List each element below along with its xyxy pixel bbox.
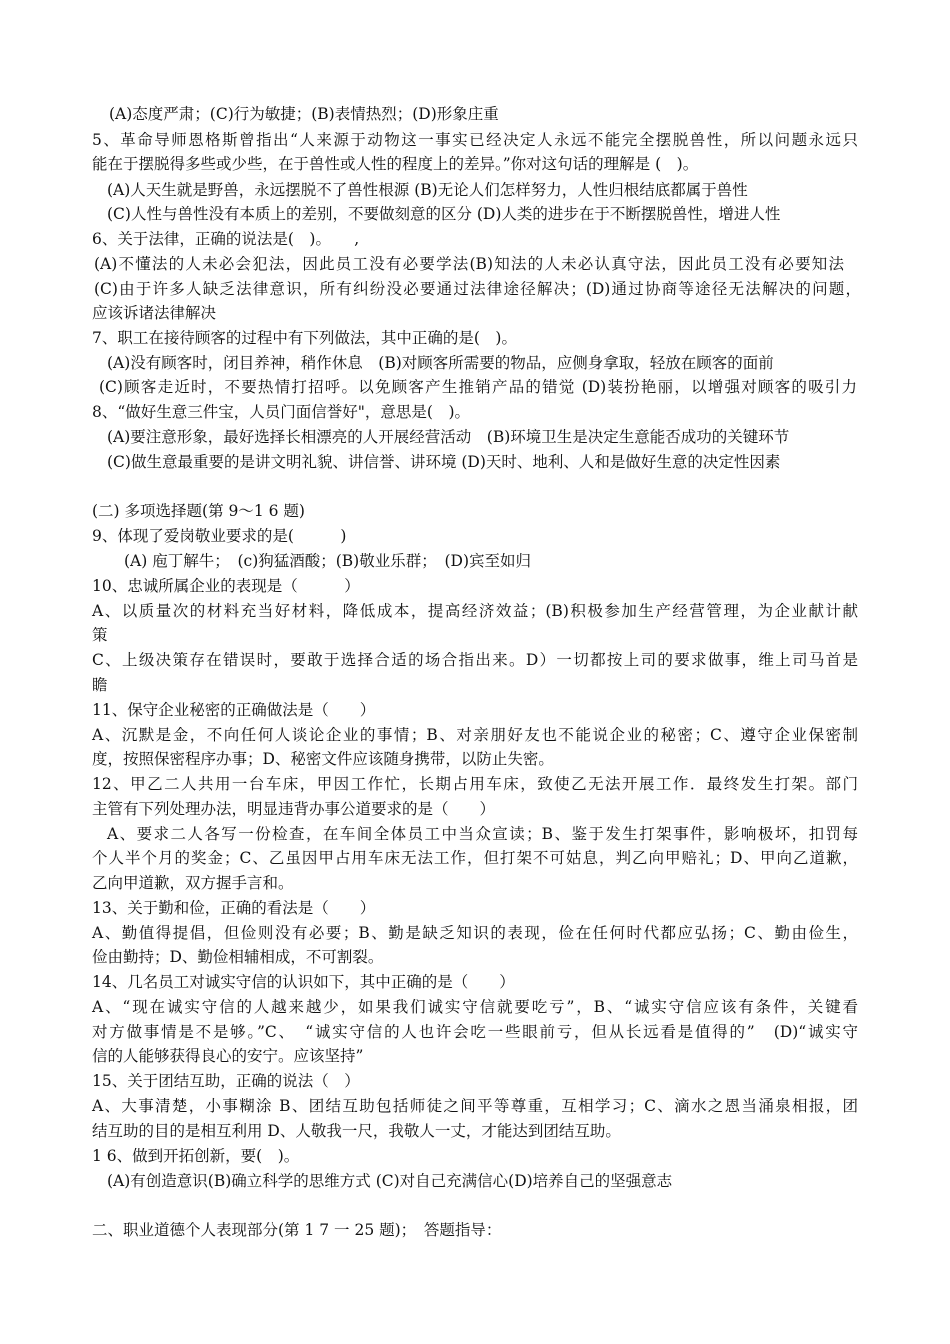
text-line: (C)做生意最重要的是讲文明礼貌、讲信誉、讲环境 (D)天时、地利、人和是做好生意的决定性因素 xyxy=(107,453,781,471)
text-line: (C)由于许多人缺乏法律意识，所有纠纷没必要通过法律途径解决；(D)通过协商等途径无法解决的问题， xyxy=(94,280,861,298)
text-line: (A)有创造意识(B)确立科学的思维方式 (C)对自己充满信心(D)培养自己的坚强意志 xyxy=(107,1172,673,1190)
text-line: A、大事清楚，小事糊涂 B、团结互助包括师徒之间平等尊重，互相学习；C、滴水之恩当涌泉相报，团 xyxy=(92,1097,858,1115)
text-line: 12、甲乙二人共用一台车床，甲因工作忙，长期占用车床，致使乙无法开展工作．最终发生打架。部门 xyxy=(92,775,858,793)
text-line: 结互助的目的是相互利用 D、人敬我一尺，我敬人一丈，才能达到团结互助。 xyxy=(92,1122,621,1140)
text-line: 策 xyxy=(92,626,108,644)
text-line: (A)态度严肃；(C)行为敏捷；(B)表情热烈；(D)形象庄重 xyxy=(109,105,499,123)
text-line: A、勤值得提倡，但俭则没有必要；B、勤是缺乏知识的表现，俭在任何时代都应弘扬；C、勤由俭生， xyxy=(92,924,858,942)
text-line: 信的人能够获得良心的安宁。应该坚持” xyxy=(92,1047,364,1065)
text-line: 14、几名员工对诚实守信的认识如下，其中正确的是（ ） xyxy=(92,973,515,991)
text-line: (C)人性与兽性没有本质上的差别，不要做刻意的区分 (D)人类的进步在于不断摆脱兽性，增进人性 xyxy=(107,205,781,223)
text-line: A、沉默是金，不向任何人谈论企业的事情；B、对亲朋好友也不能说企业的秘密；C、遵守企业保密制 xyxy=(92,726,858,744)
text-line: (A)要注意形象，最好选择长相漂亮的人开展经营活动 (B)环境卫生是决定生意能否成功的关键环节 xyxy=(107,428,790,446)
text-line: 15、关于团结互助，正确的说法（ ） xyxy=(92,1072,360,1090)
text-line: 应该诉诸法律解决 xyxy=(92,304,217,322)
section-heading: (二) 多项选择题(第 9～1 6 题) xyxy=(92,502,305,520)
text-line: 6、关于法律，正确的说法是( )。 , xyxy=(92,230,360,248)
text-line: 9、体现了爱岗敬业要求的是( ) xyxy=(92,527,347,545)
text-line: 俭由勤持；D、勤俭相辅相成，不可割裂。 xyxy=(92,948,384,966)
text-line: 13、关于勤和俭，正确的看法是（ ） xyxy=(92,899,376,917)
text-line: 个人半个月的奖金；C、乙虽因甲占用车床无法工作，但打架不可姑息，判乙向甲赔礼；D、甲向乙道歉， xyxy=(92,849,858,867)
text-line: 主管有下列处理办法，明显违背办事公道要求的是（ ） xyxy=(92,800,496,818)
text-line: A、以质量次的材料充当好材料，降低成本，提高经济效益；(B)积极参加生产经营管理，为企业献计献 xyxy=(92,602,858,620)
text-line: 乙向甲道歉，双方握手言和。 xyxy=(92,874,294,892)
text-line: A、要求二人各写一份检查，在车间全体员工中当众宣读；B、鉴于发生打架事件，影响极坏，扣罚每 xyxy=(107,825,858,843)
text-line: A、“现在诚实守信的人越来越少，如果我们诚实守信就要吃亏”，B、“诚实守信应该有条件，关键看 xyxy=(92,998,858,1016)
text-line: 对方做事情是不是够。”C、 “诚实守信的人也许会吃一些眼前亏，但从长远看是值得的” (D)“诚实守 xyxy=(92,1023,858,1041)
section-heading: 二、职业道德个人表现部分(第 1 7 一 25 题)； 答题指导： xyxy=(92,1221,502,1239)
text-line: (A)人天生就是野兽，永远摆脱不了兽性根源 (B)无论人们怎样努力，人性归根结底都属于兽性 xyxy=(107,181,748,199)
text-line: 8、“做好生意三件宝，人员门面信誉好"，意思是( )。 xyxy=(92,403,471,421)
text-line: C、上级决策存在错误时，要敢于选择合适的场合指出来。D）一切都按上司的要求做事，维上司马首是 xyxy=(92,651,858,669)
text-line: (A)不懂法的人未必会犯法，因此员工没有必要学法(B)知法的人未必认真守法，因此员工没有必要知法 xyxy=(94,255,844,273)
text-line: 能在于摆脱得多些或少些，在于兽性或人性的程度上的差异。”你对这句话的理解是 ( )。 xyxy=(92,155,699,173)
text-line: 11、保守企业秘密的正确做法是（ ） xyxy=(92,701,376,719)
text-line: 10、忠诚所属企业的表现是（ ） xyxy=(92,577,360,595)
text-line: 5、革命导师恩格斯曾指出“人来源于动物这一事实已经决定人永远不能完全摆脱兽性，所以问题永远只 xyxy=(92,131,858,149)
text-line: 1 6、做到开拓创新，要( )。 xyxy=(92,1147,300,1165)
text-line: 7、职工在接待顾客的过程中有下列做法，其中正确的是( )。 xyxy=(92,329,517,347)
text-line: (A)没有顾客时，闭目养神，稍作休息 (B)对顾客所需要的物品，应侧身拿取，轻放在顾客的面前 xyxy=(107,354,774,372)
text-line: (A) 庖丁解牛； (c)狗猛酒酸；(B)敬业乐群； (D)宾至如归 xyxy=(124,552,531,570)
text-line: 度，按照保密程序办事；D、秘密文件应该随身携带，以防止失密。 xyxy=(92,750,554,768)
text-line: 瞻 xyxy=(92,676,108,694)
text-line: (C)顾客走近时，不要热情打招呼。以免顾客产生推销产品的错觉 (D)装扮艳丽，以增强对顾客的吸引力 xyxy=(99,378,857,396)
